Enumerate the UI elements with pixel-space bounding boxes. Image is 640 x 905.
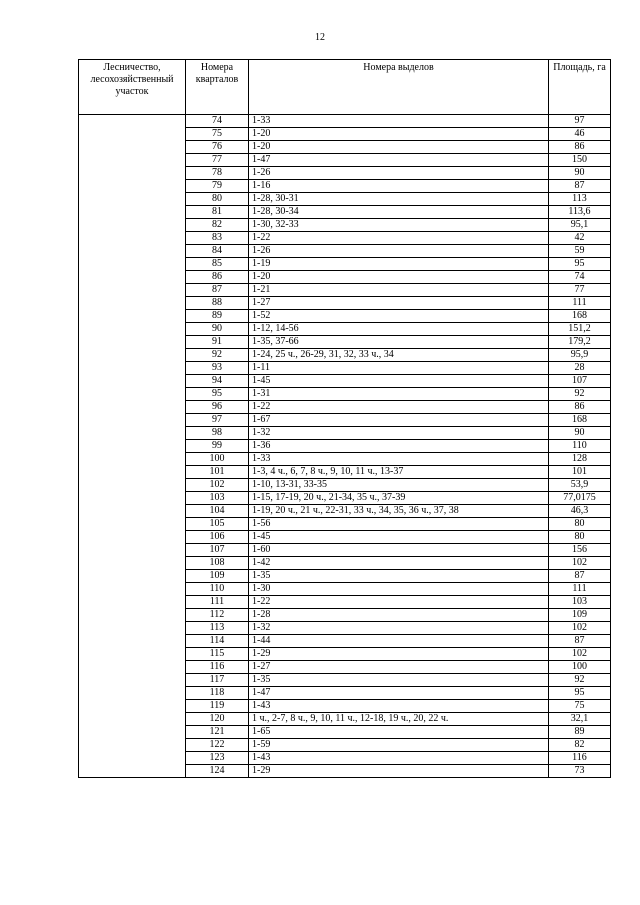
quarter-number-cell: 83: [186, 232, 249, 245]
area-cell: 77,0175: [549, 492, 611, 505]
parcel-numbers-cell: 1-59: [249, 739, 549, 752]
parcel-numbers-cell: 1-28: [249, 609, 549, 622]
quarter-number-cell: 86: [186, 271, 249, 284]
area-cell: 90: [549, 167, 611, 180]
parcel-numbers-cell: 1-45: [249, 531, 549, 544]
quarter-number-cell: 113: [186, 622, 249, 635]
area-cell: 107: [549, 375, 611, 388]
parcel-numbers-cell: 1-15, 17-19, 20 ч., 21-34, 35 ч., 37-39: [249, 492, 549, 505]
parcel-numbers-cell: 1-24, 25 ч., 26-29, 31, 32, 33 ч., 34: [249, 349, 549, 362]
parcel-numbers-cell: 1-20: [249, 141, 549, 154]
quarter-number-cell: 117: [186, 674, 249, 687]
area-cell: 102: [549, 648, 611, 661]
parcel-numbers-cell: 1-28, 30-31: [249, 193, 549, 206]
parcel-numbers-cell: 1-21: [249, 284, 549, 297]
parcel-numbers-cell: 1-35: [249, 570, 549, 583]
parcel-numbers-cell: 1-60: [249, 544, 549, 557]
forestry-cell: [79, 115, 186, 778]
area-cell: 92: [549, 674, 611, 687]
area-cell: 128: [549, 453, 611, 466]
quarter-number-cell: 92: [186, 349, 249, 362]
parcel-numbers-cell: 1-45: [249, 375, 549, 388]
area-cell: 156: [549, 544, 611, 557]
area-cell: 92: [549, 388, 611, 401]
quarter-number-cell: 95: [186, 388, 249, 401]
area-cell: 111: [549, 297, 611, 310]
parcel-numbers-cell: 1-43: [249, 752, 549, 765]
area-cell: 90: [549, 427, 611, 440]
area-cell: 87: [549, 635, 611, 648]
area-cell: 102: [549, 557, 611, 570]
quarter-number-cell: 103: [186, 492, 249, 505]
quarter-number-cell: 97: [186, 414, 249, 427]
parcel-numbers-cell: 1-19: [249, 258, 549, 271]
area-cell: 101: [549, 466, 611, 479]
area-cell: 80: [549, 531, 611, 544]
area-cell: 42: [549, 232, 611, 245]
quarter-number-cell: 82: [186, 219, 249, 232]
parcel-numbers-cell: 1-26: [249, 167, 549, 180]
area-cell: 74: [549, 271, 611, 284]
parcel-numbers-cell: 1-10, 13-31, 33-35: [249, 479, 549, 492]
area-cell: 73: [549, 765, 611, 778]
area-cell: 102: [549, 622, 611, 635]
quarter-number-cell: 84: [186, 245, 249, 258]
quarter-number-cell: 119: [186, 700, 249, 713]
area-cell: 32,1: [549, 713, 611, 726]
parcel-numbers-cell: 1-32: [249, 622, 549, 635]
area-cell: 116: [549, 752, 611, 765]
parcel-numbers-cell: 1-3, 4 ч., 6, 7, 8 ч., 9, 10, 11 ч., 13-37: [249, 466, 549, 479]
parcel-numbers-cell: 1-29: [249, 648, 549, 661]
parcel-numbers-cell: 1-30: [249, 583, 549, 596]
quarter-number-cell: 118: [186, 687, 249, 700]
header-forestry: Лесничество, лесохозяйственный участок: [79, 60, 186, 115]
parcel-numbers-cell: 1-35, 37-66: [249, 336, 549, 349]
area-cell: 87: [549, 570, 611, 583]
header-parcels: Номера выделов: [249, 60, 549, 115]
quarter-number-cell: 122: [186, 739, 249, 752]
parcel-numbers-cell: 1-47: [249, 687, 549, 700]
area-cell: 109: [549, 609, 611, 622]
area-cell: 168: [549, 310, 611, 323]
quarter-number-cell: 80: [186, 193, 249, 206]
parcel-numbers-cell: 1-67: [249, 414, 549, 427]
area-cell: 77: [549, 284, 611, 297]
quarter-number-cell: 111: [186, 596, 249, 609]
quarter-number-cell: 104: [186, 505, 249, 518]
parcel-numbers-cell: 1-42: [249, 557, 549, 570]
area-cell: 111: [549, 583, 611, 596]
quarter-number-cell: 90: [186, 323, 249, 336]
parcel-numbers-cell: 1-22: [249, 596, 549, 609]
quarter-number-cell: 88: [186, 297, 249, 310]
parcel-numbers-cell: 1-36: [249, 440, 549, 453]
parcel-numbers-cell: 1-33: [249, 453, 549, 466]
area-cell: 150: [549, 154, 611, 167]
parcel-numbers-cell: 1-43: [249, 700, 549, 713]
parcel-numbers-cell: 1-30, 32-33: [249, 219, 549, 232]
area-cell: 95: [549, 258, 611, 271]
parcel-numbers-cell: 1-35: [249, 674, 549, 687]
parcel-numbers-cell: 1-20: [249, 271, 549, 284]
forest-quarters-table: [78, 59, 611, 778]
parcel-numbers-cell: 1-26: [249, 245, 549, 258]
area-cell: 113: [549, 193, 611, 206]
area-cell: 46,3: [549, 505, 611, 518]
quarter-number-cell: 112: [186, 609, 249, 622]
parcel-numbers-cell: 1-27: [249, 661, 549, 674]
quarter-number-cell: 81: [186, 206, 249, 219]
parcel-numbers-cell: 1-32: [249, 427, 549, 440]
quarter-number-cell: 99: [186, 440, 249, 453]
quarter-number-cell: 78: [186, 167, 249, 180]
parcel-numbers-cell: 1-47: [249, 154, 549, 167]
quarter-number-cell: 105: [186, 518, 249, 531]
parcel-numbers-cell: 1-22: [249, 401, 549, 414]
header-area: Площадь, га: [549, 60, 611, 115]
quarter-number-cell: 94: [186, 375, 249, 388]
area-cell: 95,9: [549, 349, 611, 362]
quarter-number-cell: 107: [186, 544, 249, 557]
quarter-number-cell: 79: [186, 180, 249, 193]
area-cell: 53,9: [549, 479, 611, 492]
parcel-numbers-cell: 1-11: [249, 362, 549, 375]
quarter-number-cell: 106: [186, 531, 249, 544]
quarter-number-cell: 121: [186, 726, 249, 739]
area-cell: 87: [549, 180, 611, 193]
table-row: [79, 115, 611, 128]
area-cell: 95: [549, 687, 611, 700]
quarter-number-cell: 108: [186, 557, 249, 570]
parcel-numbers-cell: 1-20: [249, 128, 549, 141]
quarter-number-cell: 102: [186, 479, 249, 492]
area-cell: 46: [549, 128, 611, 141]
quarter-number-cell: 74: [186, 115, 249, 128]
parcel-numbers-cell: 1-22: [249, 232, 549, 245]
quarter-number-cell: 96: [186, 401, 249, 414]
area-cell: 151,2: [549, 323, 611, 336]
parcel-numbers-cell: 1-65: [249, 726, 549, 739]
parcel-numbers-cell: 1-33: [249, 115, 549, 128]
area-cell: 110: [549, 440, 611, 453]
area-cell: 100: [549, 661, 611, 674]
quarter-number-cell: 101: [186, 466, 249, 479]
area-cell: 95,1: [549, 219, 611, 232]
parcel-numbers-cell: 1-27: [249, 297, 549, 310]
quarter-number-cell: 93: [186, 362, 249, 375]
table-header-row: [79, 60, 611, 115]
quarter-number-cell: 85: [186, 258, 249, 271]
header-quarters: Номера кварталов: [186, 60, 249, 115]
quarter-number-cell: 124: [186, 765, 249, 778]
quarter-number-cell: 89: [186, 310, 249, 323]
parcel-numbers-cell: 1-52: [249, 310, 549, 323]
parcel-numbers-cell: 1-16: [249, 180, 549, 193]
quarter-number-cell: 91: [186, 336, 249, 349]
quarter-number-cell: 87: [186, 284, 249, 297]
area-cell: 168: [549, 414, 611, 427]
area-cell: 82: [549, 739, 611, 752]
quarter-number-cell: 109: [186, 570, 249, 583]
area-cell: 86: [549, 401, 611, 414]
area-cell: 28: [549, 362, 611, 375]
area-cell: 59: [549, 245, 611, 258]
quarter-number-cell: 100: [186, 453, 249, 466]
quarter-number-cell: 110: [186, 583, 249, 596]
area-cell: 75: [549, 700, 611, 713]
area-cell: 103: [549, 596, 611, 609]
page-number: 12: [315, 32, 325, 43]
area-cell: 97: [549, 115, 611, 128]
quarter-number-cell: 120: [186, 713, 249, 726]
quarter-number-cell: 123: [186, 752, 249, 765]
parcel-numbers-cell: 1-12, 14-56: [249, 323, 549, 336]
area-cell: 86: [549, 141, 611, 154]
quarter-number-cell: 116: [186, 661, 249, 674]
quarter-number-cell: 75: [186, 128, 249, 141]
parcel-numbers-cell: 1-28, 30-34: [249, 206, 549, 219]
parcel-numbers-cell: 1-31: [249, 388, 549, 401]
quarter-number-cell: 114: [186, 635, 249, 648]
area-cell: 80: [549, 518, 611, 531]
quarter-number-cell: 76: [186, 141, 249, 154]
parcel-numbers-cell: 1-29: [249, 765, 549, 778]
area-cell: 113,6: [549, 206, 611, 219]
quarter-number-cell: 98: [186, 427, 249, 440]
area-cell: 179,2: [549, 336, 611, 349]
quarter-number-cell: 77: [186, 154, 249, 167]
quarter-number-cell: 115: [186, 648, 249, 661]
parcel-numbers-cell: 1-56: [249, 518, 549, 531]
table-body: [79, 115, 611, 778]
parcel-numbers-cell: 1-44: [249, 635, 549, 648]
parcel-numbers-cell: 1-19, 20 ч., 21 ч., 22-31, 33 ч., 34, 35, 36 ч., 37, 38: [249, 505, 549, 518]
parcel-numbers-cell: 1 ч., 2-7, 8 ч., 9, 10, 11 ч., 12-18, 19 ч., 20, 22 ч.: [249, 713, 549, 726]
area-cell: 89: [549, 726, 611, 739]
